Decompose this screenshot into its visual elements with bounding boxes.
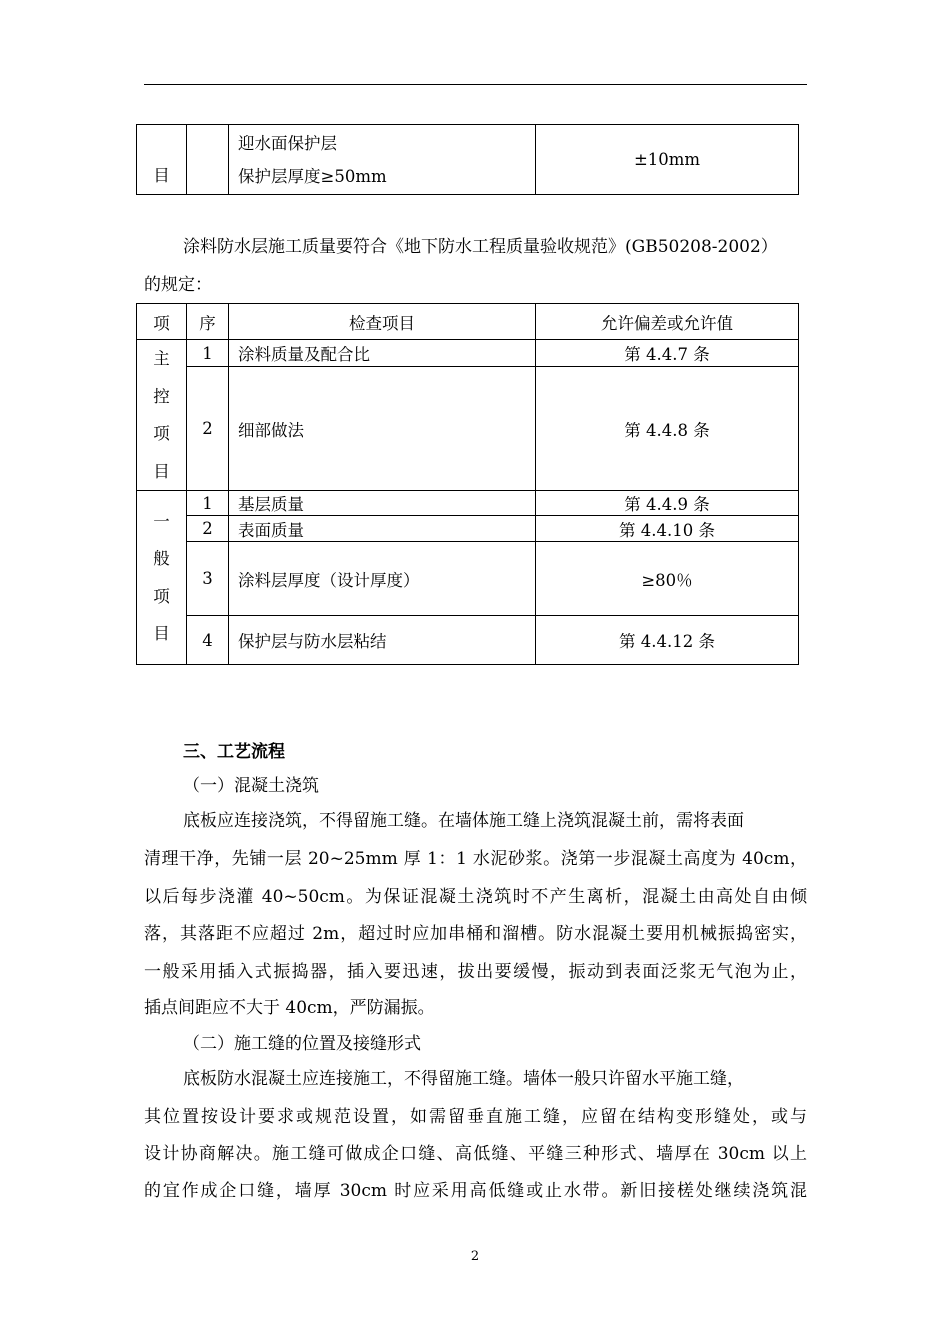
row-number: 3 (187, 542, 229, 616)
paragraph-1-line: 一般采用插入式振捣器，插入要迅速，拔出要缓慢，振动到表面泛浆无气泡为止， (144, 962, 807, 982)
paragraph-1-line: 插点间距应不大于 40cm，严防漏振。 (144, 998, 435, 1018)
subsection-1-title: （一）混凝土浇筑 (183, 776, 319, 796)
row-value: ≥80％ (536, 542, 799, 616)
header-item: 检查项目 (229, 304, 536, 340)
row-number: 2 (187, 516, 229, 542)
intro-line-2: 的规定： (144, 275, 212, 295)
row-item: 保护层与防水层粘结 (229, 616, 536, 665)
row-value: 第 4.4.7 条 (536, 340, 799, 367)
subsection-2-title: （二）施工缝的位置及接缝形式 (183, 1034, 421, 1054)
item-line: 迎水面保护层 (238, 133, 337, 153)
section-heading: 三、工艺流程 (183, 742, 285, 762)
row-value: 第 4.4.8 条 (536, 367, 799, 491)
row-value: 第 4.4.9 条 (536, 491, 799, 516)
paragraph-2-line: 设计协商解决。施工缝可做成企口缝、高低缝、平缝三种形式、墙厚在 30cm 以上 (144, 1144, 807, 1164)
paragraph-1-line: 清理干净，先铺一层 20~25mm 厚 1：1 水泥砂浆。浇第一步混凝土高度为 40cm， (144, 849, 807, 869)
row-item: 涂料质量及配合比 (229, 340, 536, 367)
group-main-control: 主 控 项 目 (137, 340, 187, 491)
row-value: 第 4.4.10 条 (536, 516, 799, 542)
tolerance-cell: ±10mm (536, 125, 799, 195)
row-number: 2 (187, 367, 229, 491)
coating-inspection-table (136, 303, 799, 665)
paragraph-1-line: 底板应连接浇筑，不得留施工缝。在墙体施工缝上浇筑混凝土前，需将表面 (183, 811, 744, 831)
row-value: 第 4.4.12 条 (536, 616, 799, 665)
index-cell (187, 125, 229, 195)
paragraph-2-line: 的宜作成企口缝，墙厚 30cm 时应采用高低缝或止水带。新旧接槎处继续浇筑混 (144, 1181, 807, 1201)
row-number: 4 (187, 616, 229, 665)
row-item: 基层质量 (229, 491, 536, 516)
header-tolerance: 允许偏差或允许值 (536, 304, 799, 340)
row-number: 1 (187, 491, 229, 516)
header-category: 项 (137, 304, 187, 340)
row-item: 涂料层厚度（设计厚度） (229, 542, 536, 616)
item-line: 保护层厚度≥50mm (238, 166, 387, 186)
item-cell (229, 125, 536, 195)
header-rule (144, 84, 807, 85)
row-item: 细部做法 (229, 367, 536, 491)
paragraph-2-line: 其位置按设计要求或规范设置，如需留垂直施工缝，应留在结构变形缝处，或与 (144, 1107, 807, 1127)
row-item: 表面质量 (229, 516, 536, 542)
row-number: 1 (187, 340, 229, 367)
group-general: 一 般 项 目 (137, 491, 187, 665)
paragraph-2-line: 底板防水混凝土应连接施工，不得留施工缝。墙体一般只许留水平施工缝， (183, 1069, 744, 1089)
intro-line-1: 涂料防水层施工质量要符合《地下防水工程质量验收规范》(GB50208-2002） (183, 237, 778, 257)
page-number: 2 (470, 1249, 480, 1264)
continued-quality-table (136, 124, 799, 195)
header-number: 序 (187, 304, 229, 340)
paragraph-1-line: 落，其落距不应超过 2m，超过时应加串桶和溜槽。防水混凝土要用机械振捣密实， (144, 924, 807, 944)
category-cell: 目 (137, 125, 187, 195)
paragraph-1-line: 以后每步浇灌 40~50cm。为保证混凝土浇筑时不产生离析，混凝土由高处自由倾 (144, 887, 807, 907)
